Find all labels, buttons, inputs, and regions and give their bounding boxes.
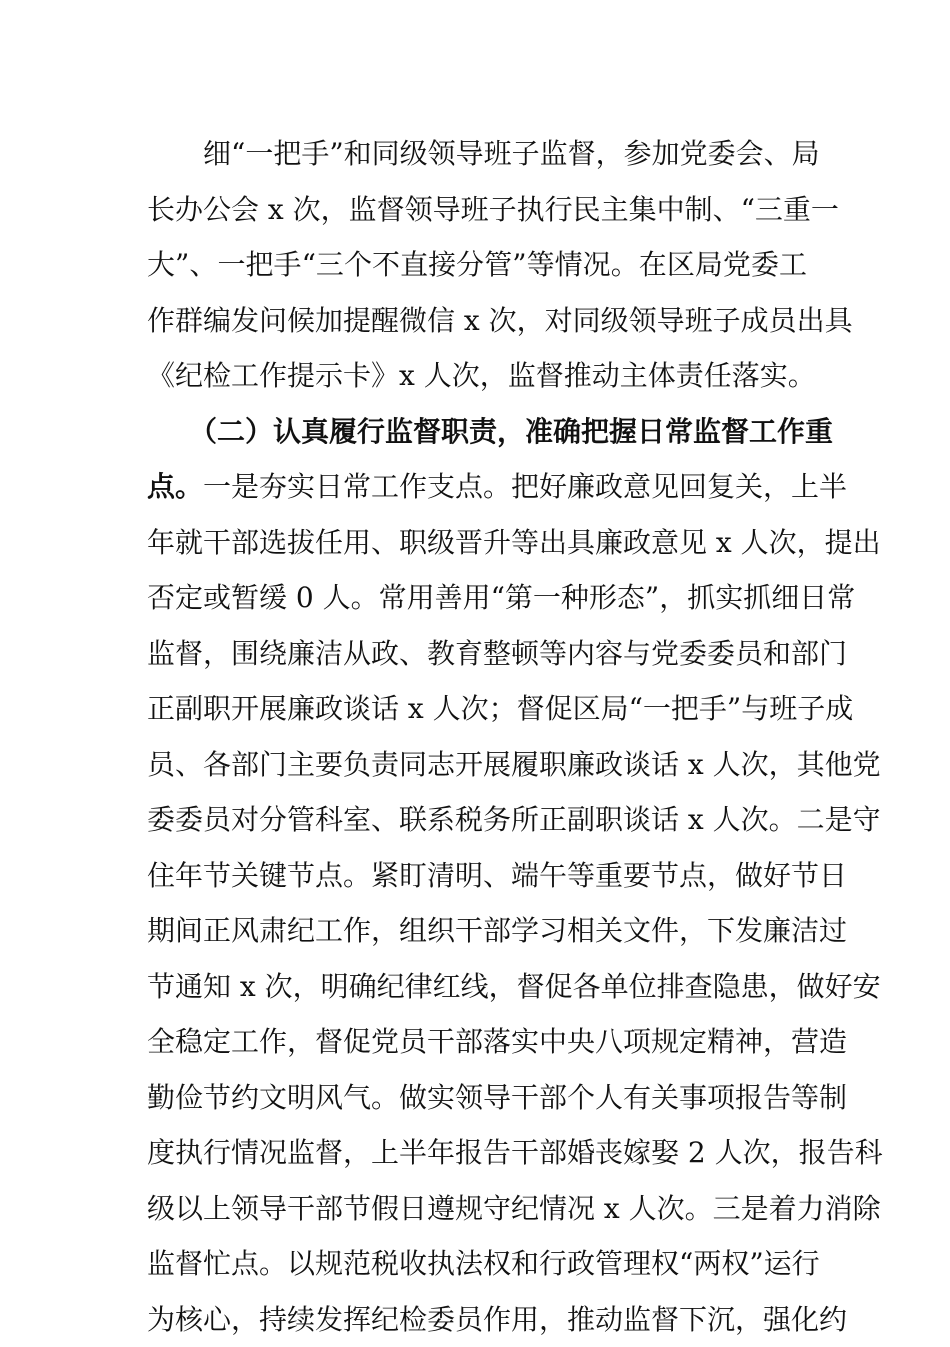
- section-heading-end: 点。: [147, 470, 203, 503]
- paragraph-line: 《纪检工作提示卡》x 人次，监督推动主体责任落实。: [147, 348, 807, 404]
- paragraph-line: 度执行情况监督，上半年报告干部婚丧嫁娶 2 人次，报告科: [147, 1125, 807, 1181]
- paragraph-line: 否定或暂缓 0 人。常用善用“第一种形态”，抓实抓细日常: [147, 570, 807, 626]
- paragraph-line: 为核心，持续发挥纪检委员作用，推动监督下沉，强化约: [147, 1292, 807, 1347]
- paragraph-text: 一是夯实日常工作支点。把好廉政意见回复关，上半: [203, 470, 847, 503]
- paragraph-line: 全稳定工作，督促党员干部落实中央八项规定精神，营造: [147, 1014, 807, 1070]
- paragraph-line: 细“一把手”和同级领导班子监督，参加党委会、局: [147, 126, 807, 182]
- paragraph-line: 员、各部门主要负责同志开展履职廉政谈话 x 人次，其他党: [147, 737, 807, 793]
- paragraph-line: 年就干部选拔任用、职级晋升等出具廉政意见 x 人次，提出: [147, 515, 807, 571]
- paragraph-line: 级以上领导干部节假日遵规守纪情况 x 人次。三是着力消除: [147, 1181, 807, 1237]
- paragraph-line: 委委员对分管科室、联系税务所正副职谈话 x 人次。二是守: [147, 792, 807, 848]
- paragraph-line: 节通知 x 次，明确纪律红线，督促各单位排查隐患，做好安: [147, 959, 807, 1015]
- paragraph-line: 住年节关键节点。紧盯清明、端午等重要节点，做好节日: [147, 848, 807, 904]
- paragraph-line: 监督忙点。以规范税收执法权和行政管理权“两权”运行: [147, 1236, 807, 1292]
- paragraph-line: 长办公会 x 次，监督领导班子执行民主集中制、“三重一: [147, 182, 807, 238]
- paragraph-line: 作群编发问候加提醒微信 x 次，对同级领导班子成员出具: [147, 293, 807, 349]
- document-body: [147, 126, 807, 1347]
- paragraph-line: 大”、一把手“三个不直接分管”等情况。在区局党委工: [147, 237, 807, 293]
- paragraph-line: 监督，围绕廉洁从政、教育整顿等内容与党委委员和部门: [147, 626, 807, 682]
- paragraph-line: [147, 459, 807, 515]
- paragraph-line: 勤俭节约文明风气。做实领导干部个人有关事项报告等制: [147, 1070, 807, 1126]
- paragraph-line: 正副职开展廉政谈话 x 人次；督促区局“一把手”与班子成: [147, 681, 807, 737]
- section-heading: （二）认真履行监督职责，准确把握日常监督工作重: [147, 404, 807, 460]
- paragraph-line: 期间正风肃纪工作，组织干部学习相关文件，下发廉洁过: [147, 903, 807, 959]
